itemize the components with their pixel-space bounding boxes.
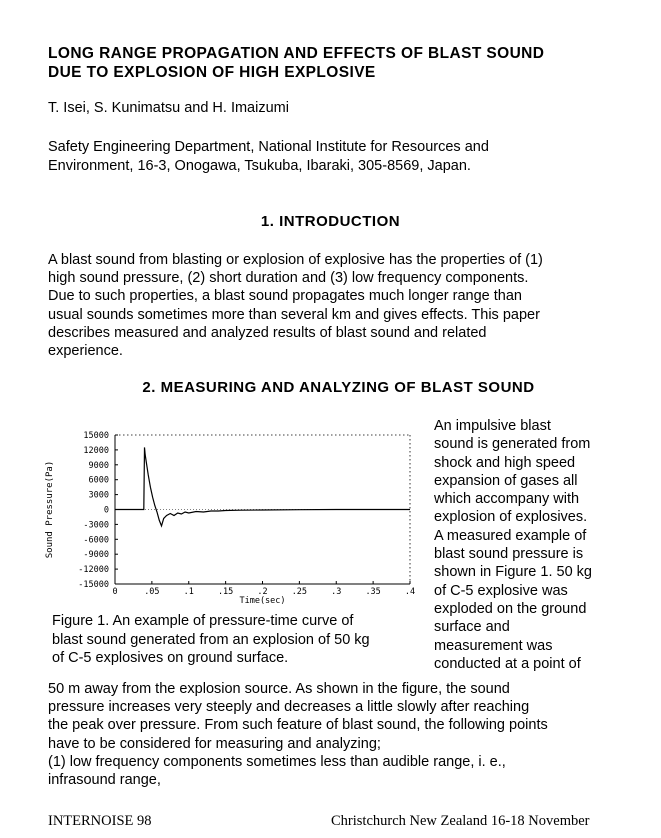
body-line: A blast sound from blasting or explosion of explosive has the properties of (1) [48,252,543,268]
x-tick-label: .05 [144,587,160,597]
y-tick-label: 9000 [88,460,109,471]
side-line: which accompany with [434,491,580,508]
x-tick-label: .25 [291,587,308,597]
x-tick-label: .15 [217,587,234,597]
side-line: shock and high speed [434,454,576,471]
figure-1-caption [52,612,370,668]
side-line: A measured example of [434,527,587,544]
side-line: measurement was [434,637,553,654]
y-tick-label: -15000 [78,580,109,590]
caption-line: Figure 1. An example of pressure-time curve of [52,613,354,629]
side-line: of C-5 explosive was [434,582,568,599]
side-line: shown in Figure 1. 50 kg [434,564,592,581]
affiliation-line: Safety Engineering Department, National Institute for Resources and [48,139,489,155]
x-tick-label: .35 [365,587,381,597]
section-1-body [48,251,618,360]
y-tick-label: -3000 [83,520,109,531]
affiliation-line: Environment, 16-3, Onogawa, Tsukuba, Ibaraki, 305-8569, Japan. [48,157,471,174]
body-line: describes measured and analyzed results of blast sound and related [48,324,487,341]
side-line: expansion of gases all [434,472,578,489]
body-line: Due to such properties, a blast sound propagates much longer range than [48,288,522,305]
side-line: An impulsive blast [434,418,551,434]
x-axis-label: Time(sec) [239,596,286,606]
body-line: the peak over pressure. From such feature of blast sound, the following points [48,717,548,734]
y-tick-label: -6000 [83,535,109,546]
body-line: usual sounds sometimes more than several km and gives effects. This paper [48,306,540,323]
x-tick-label: .3 [331,587,342,597]
y-tick-label: 12000 [83,445,109,456]
caption-line: blast sound generated from an explosion of 50 kg [52,631,370,648]
side-line: blast sound pressure is [434,546,584,563]
series-line [115,447,410,526]
title-line: LONG RANGE PROPAGATION AND EFFECTS OF BLAST SOUND [48,45,545,62]
x-tick-label: .2 [257,587,268,597]
caption-line: of C-5 explosives on ground surface. [52,650,289,666]
side-line: conducted at a point of [434,655,581,672]
title-line: DUE TO EXPLOSION OF HIGH EXPLOSIVE [48,64,376,81]
side-line: exploded on the ground [434,600,587,617]
y-tick-label: -12000 [78,565,109,576]
y-tick-label: 6000 [88,475,109,486]
paper-title [48,44,544,82]
y-tick-label: 3000 [88,490,109,501]
y-axis-label: Sound Pressure(Pa) [45,460,55,559]
side-line: surface and [434,619,510,636]
y-tick-label: 15000 [83,431,109,441]
side-line: sound is generated from [434,436,591,453]
y-tick-label: 0 [103,505,109,516]
section-2-heading: 2. MEASURING AND ANALYZING OF BLAST SOUND [142,379,535,396]
y-tick-label: -9000 [83,550,109,561]
affiliation [48,138,628,175]
section-1-heading: 1. INTRODUCTION [260,213,401,230]
body-line: 50 m away from the explosion source. As shown in the figure, the sound [48,681,510,697]
side-line: explosion of explosives. [434,509,588,526]
body-line: pressure increases very steeply and decreases a little slowly after reaching [48,699,530,716]
footer-conference: INTERNOISE 98 [48,813,152,829]
body-line: infrasound range, [48,772,161,789]
body-line: have to be considered for measuring and analyzing; [48,735,381,752]
section-2-body [48,680,618,789]
x-tick-label: 0 [112,587,118,597]
authors: T. Isei, S. Kunimatsu and H. Imaizumi [48,100,289,116]
section-2-side-text [434,417,592,673]
x-tick-label: .1 [183,587,194,597]
footer-location-date: Christchurch New Zealand 16-18 November [331,813,590,829]
body-line: experience. [48,343,123,360]
figure-1-chart [40,424,425,609]
body-line: high sound pressure, (2) short duration and (3) low frequency components. [48,270,529,287]
body-line: (1) low frequency components sometimes less than audible range, i. e., [48,753,506,770]
x-tick-label: .4 [404,587,416,597]
